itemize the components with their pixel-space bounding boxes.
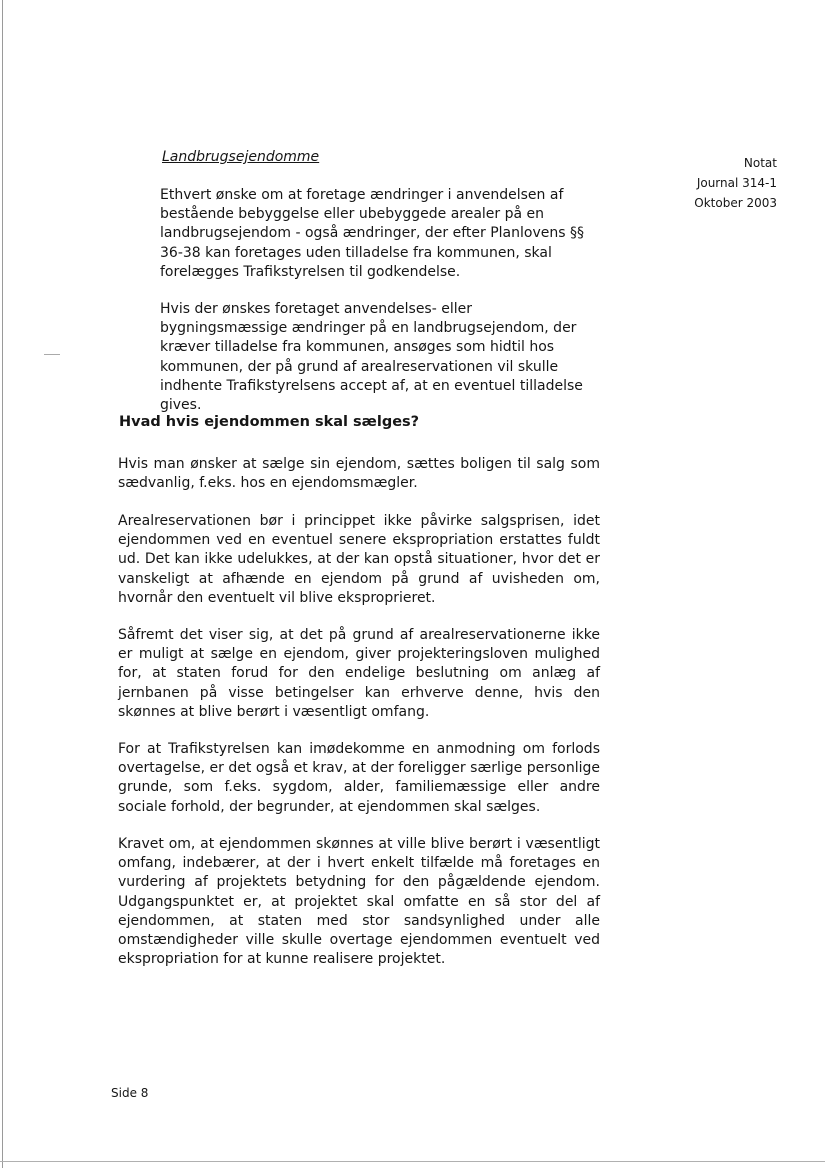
paragraph-early-takeover: For at Trafikstyrelsen kan imødekomme en anmodning om forlods overtagelse, er det også et krav, at der foreligger særlige personlige grunde, som f.eks. sygdom, alder, familiemæssige eller andre sociale forhold, der begrunder, at ejendommen skal sælges. [118, 741, 600, 815]
paragraph-selling: Hvis man ønsker at sælge sin ejendom, sættes boligen til salg som sædvanlig, f.eks. hos en ejendomsmægler. [118, 456, 600, 492]
paragraph-change-of-use: Ethvert ønske om at foretage ændringer i anvendelsen af bestående bebyggelse eller ubebyggede arealer på en landbrugsejendom - også ændringer, der efter Planlovens §§ 36-38 kan foretages uden tilladelse fra kommunen, skal forelægges Trafikstyrelsen til godkendelse. [160, 187, 584, 280]
page-number: Side 8 [111, 1086, 149, 1100]
paragraph-building-changes: Hvis der ønskes foretaget anvendelses- eller bygningsmæssige ændringer på en landbrugsejendom, der kræver tilladelse fra kommunen, ansøges som hidtil hos kommunen, der på grund af arealreservationen vil skulle indhente Trafikstyrelsens accept af, at en eventuel tilladelse gives. [160, 301, 583, 414]
scan-bottom-edge [0, 1161, 825, 1162]
question-heading: Hvad hvis ejendommen skal sælges? [119, 414, 420, 430]
journal-number: Journal 314-1 [696, 176, 777, 190]
paragraph-sale-price: Arealreservationen bør i princippet ikke påvirke salgsprisen, idet ejendommen ved en eventuel senere ekspropriation erstattes fuldt ud. Det kan ikke udelukkes, at der kan opstå situationer, hvor det er vanskeligt at afhænde en ejendom på grund af uvisheden om, hvornår den eventuelt vil blive eksproprieret. [118, 513, 600, 606]
doc-type-label: Notat [743, 156, 777, 170]
paragraph-substantial-impact: Kravet om, at ejendommen skønnes at ville blive berørt i væsentligt omfang, indebærer, at der i hvert enkelt tilfælde må foretages en vurdering af projektets betydning for den pågældende ejendom. Udgangspunktet er, at projektet skal omfatte en så stor del af ejendommen, at staten med stor sandsynlighed under alle omstændigheder ville skulle overtage ejendommen eventuelt ved ekspropriation for at kunne realisere projektet. [118, 836, 600, 968]
document-date: Oktober 2003 [694, 196, 777, 210]
document-meta [694, 153, 777, 213]
scan-left-edge [2, 0, 3, 1168]
section-title: Landbrugsejendomme [162, 149, 320, 165]
paragraph-state-acquisition: Såfremt det viser sig, at det på grund af arealreservationerne ikke er muligt at sælge en ejendom, giver projekteringsloven mulighed for, at staten forud for den endelige beslutning om anlæg af jernbanen på visse betingelser kan erhverve denne, hvis den skønnes at blive berørt i væsentligt omfang. [118, 627, 600, 720]
scan-speck [44, 354, 60, 355]
